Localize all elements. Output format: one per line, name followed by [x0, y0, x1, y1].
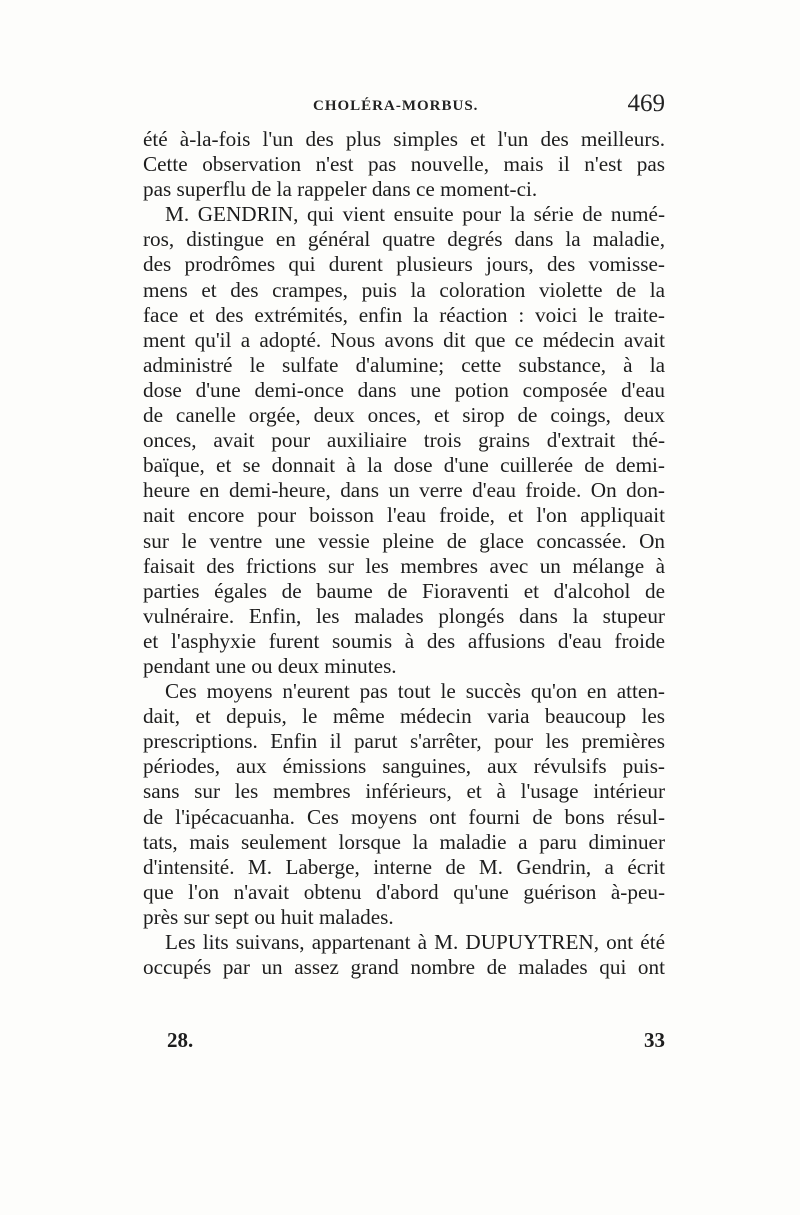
- text-line: près sur sept ou huit malades.: [143, 904, 394, 929]
- page-footer: [143, 1028, 665, 1058]
- text-line: d'intensité. M. Laberge, interne de M. Gendrin, a écrit: [143, 854, 665, 879]
- text-line: de l'ipécacuanha. Ces moyens ont fourni de bons résul-: [143, 804, 665, 829]
- text-line: vulnéraire. Enfin, les malades plongés dans la stupeur: [143, 603, 665, 628]
- paragraph-4: [143, 930, 665, 980]
- page-number: 469: [627, 90, 665, 117]
- text-line: parties égales de baume de Fioraventi et d'alcohol de: [143, 578, 665, 603]
- text-line: pas superflu de la rappeler dans ce moment-ci.: [143, 177, 538, 202]
- text-line: ros, distingue en général quatre degrés dans la maladie,: [143, 227, 665, 252]
- text-line: administré le sulfate d'alumine; cette substance, à la: [143, 352, 665, 377]
- text-line: de canelle orgée, deux onces, et sirop de coings, deux: [143, 403, 665, 428]
- text-line: sur le ventre une vessie pleine de glace concassée. On: [143, 528, 665, 553]
- sheet-number: 33: [644, 1028, 665, 1052]
- text-line: face et des extrémités, enfin la réaction : voici le traite-: [143, 302, 665, 327]
- text-line: heure en demi-heure, dans un verre d'eau froide. On don-: [143, 478, 665, 503]
- paragraph-1: [143, 127, 665, 202]
- text-line: pendant une ou deux minutes.: [143, 653, 397, 678]
- paragraph-2: [143, 202, 665, 679]
- text-line: et l'asphyxie furent soumis à des affusions d'eau froide: [143, 628, 665, 653]
- text-line: périodes, aux émissions sanguines, aux révulsifs puis-: [143, 754, 665, 779]
- text-line: que l'on n'avait obtenu d'abord qu'une guérison à-peu-: [143, 879, 665, 904]
- text-line: été à-la-fois l'un des plus simples et l'un des meilleurs.: [143, 127, 665, 151]
- text-line: M. GENDRIN, qui vient ensuite pour la série de numé-: [165, 202, 665, 227]
- running-title: CHOLÉRA-MORBUS.: [313, 98, 479, 114]
- text-line: nait encore pour boisson l'eau froide, et l'on appliquait: [143, 503, 665, 528]
- text-line: Ces moyens n'eurent pas tout le succès qu'on en atten-: [165, 679, 665, 704]
- text-line: prescriptions. Enfin il parut s'arrêter, pour les premières: [143, 729, 665, 754]
- text-line: baïque, et se donnait à la dose d'une cuillerée de demi-: [143, 453, 665, 478]
- text-line: mens et des crampes, puis la coloration violette de la: [143, 277, 665, 302]
- text-line: ment qu'il a adopté. Nous avons dit que ce médecin avait: [143, 327, 665, 352]
- paragraph-3: [143, 679, 665, 930]
- running-head: [143, 90, 665, 124]
- text-line: Cette observation n'est pas nouvelle, mais il n'est pas: [143, 152, 665, 177]
- text-line: des prodrômes qui durent plusieurs jours, des vomisse-: [143, 252, 665, 277]
- text-line: onces, avait pour auxiliaire trois grains d'extrait thé-: [143, 428, 665, 453]
- text-line: dose d'une demi-once dans une potion composée d'eau: [143, 377, 665, 402]
- text-line: Les lits suivans, appartenant à M. DUPUYTREN, ont été: [165, 930, 665, 954]
- text-line: sans sur les membres inférieurs, et à l'usage intérieur: [143, 779, 665, 804]
- text-line: faisait des frictions sur les membres avec un mélange à: [143, 553, 665, 578]
- text-line: occupés par un assez grand nombre de malades qui ont: [143, 955, 665, 980]
- signature-mark: 28.: [167, 1028, 194, 1052]
- text-line: tats, mais seulement lorsque la maladie a paru diminuer: [143, 829, 665, 854]
- text-line: dait, et depuis, le même médecin varia beaucoup les: [143, 704, 665, 729]
- body-text: [143, 127, 665, 980]
